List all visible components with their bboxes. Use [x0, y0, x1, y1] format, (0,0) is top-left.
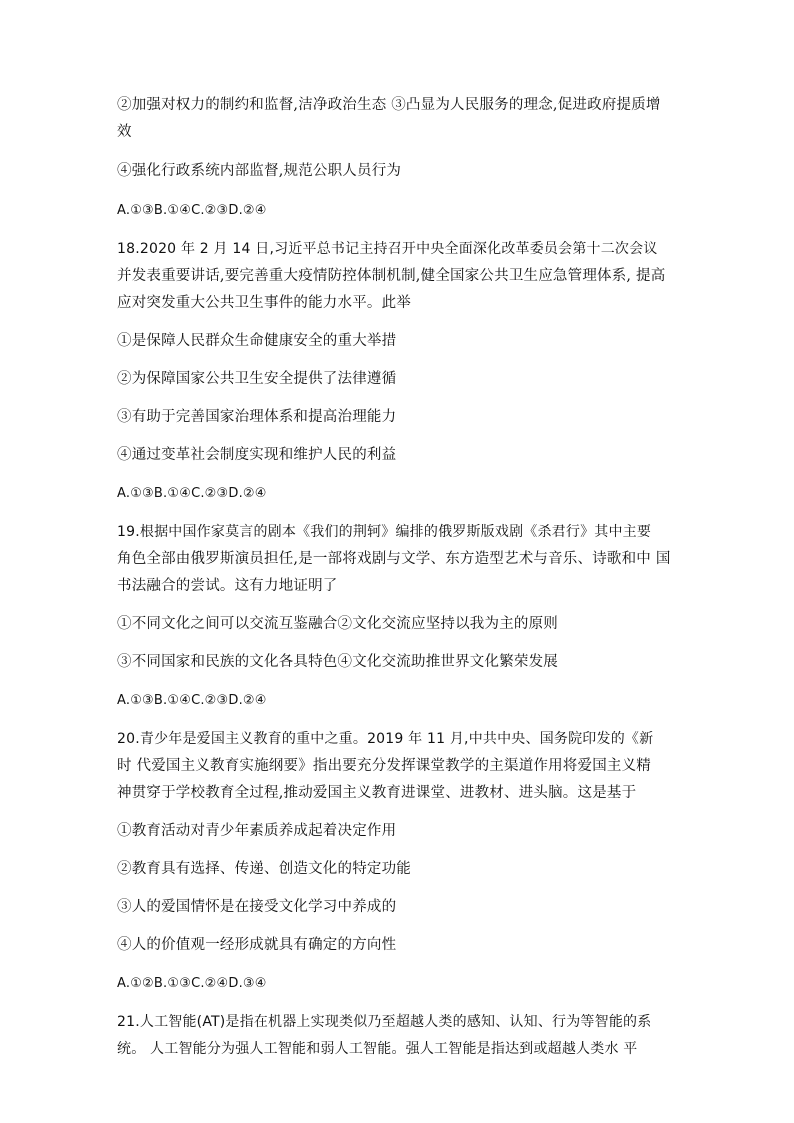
question-18-line: 应对突发重大公共卫生事件的能力水平。此举 [117, 295, 411, 311]
option-line: ③不同国家和民族的文化各具特色④文化交流助推世界文化繁荣发展 [117, 654, 558, 670]
answer-options: A.①③B.①④C.②③D.②④ [117, 693, 267, 708]
option-line: ④人的价值观一经形成就具有确定的方向性 [117, 937, 397, 953]
text-line: 效 [117, 124, 132, 140]
text-line: ②加强对权力的制约和监督,洁净政治生态 ③凸显为人民服务的理念,促进政府提质增 [117, 97, 661, 113]
document-page [117, 92, 683, 1063]
question-20-line: 神贯穿于学校教育全过程,推动爱国主义教育进课堂、进教材、进头脑。这是基于 [117, 785, 637, 801]
option-line: ①不同文化之间可以交流互鉴融合②文化交流应坚持以我为主的原则 [117, 616, 558, 632]
option-line: ②教育具有选择、传递、创造文化的特定功能 [117, 861, 411, 877]
answer-options: A.①③B.①④C.②③D.②④ [117, 486, 267, 501]
question-19-line: 书法融合的尝试。这有力地证明了 [117, 578, 338, 594]
question-18-line: 18.2020 年 2 月 14 日,习近平总书记主持召开中央全面深化改革委员会第十二次会议 [117, 241, 658, 257]
answer-options: A.①③B.①④C.②③D.②④ [117, 203, 267, 218]
option-line: ①是保障人民群众生命健康安全的重大举措 [117, 333, 397, 349]
question-21-line: 21.人工智能(AT)是指在机器上实现类似乃至超越人类的感知、认知、行为等智能的系 [117, 1014, 652, 1030]
question-18-line: 并发表重要讲话,要完善重大疫情防控体制机制,健全国家公共卫生应急管理体系, 提高 [117, 268, 666, 284]
option-line: ③人的爱国情怀是在接受文化学习中养成的 [117, 899, 397, 915]
option-line: ④通过变革社会制度实现和维护人民的利益 [117, 447, 397, 463]
option-line: ③有助于完善国家治理体系和提高治理能力 [117, 409, 397, 425]
question-19-line: 19.根据中国作家莫言的剧本《我们的荆轲》编排的俄罗斯版戏剧《杀君行》其中主要 [117, 524, 652, 540]
answer-options: A.①②B.①③C.②④D.③④ [117, 976, 267, 991]
text-line: ④强化行政系统内部监督,规范公职人员行为 [117, 163, 402, 179]
option-line: ①教育活动对青少年素质养成起着决定作用 [117, 823, 397, 839]
question-20-line: 20.青少年是爱国主义教育的重中之重。2019 年 11 月,中共中央、国务院印发的《新 [117, 731, 654, 747]
question-20-line: 时 代爱国主义教育实施纲要》指出要充分发挥课堂教学的主渠道作用将爱国主义精 [117, 758, 652, 774]
question-21-line: 统。 人工智能分为强人工智能和弱人工智能。强人工智能是指达到或超越人类水 平 [117, 1041, 638, 1057]
option-line: ②为保障国家公共卫生安全提供了法律遵循 [117, 371, 397, 387]
question-19-line: 角色全部由俄罗斯演员担任,是一部将戏剧与文学、东方造型艺术与音乐、诗歌和中 国 [117, 551, 671, 567]
